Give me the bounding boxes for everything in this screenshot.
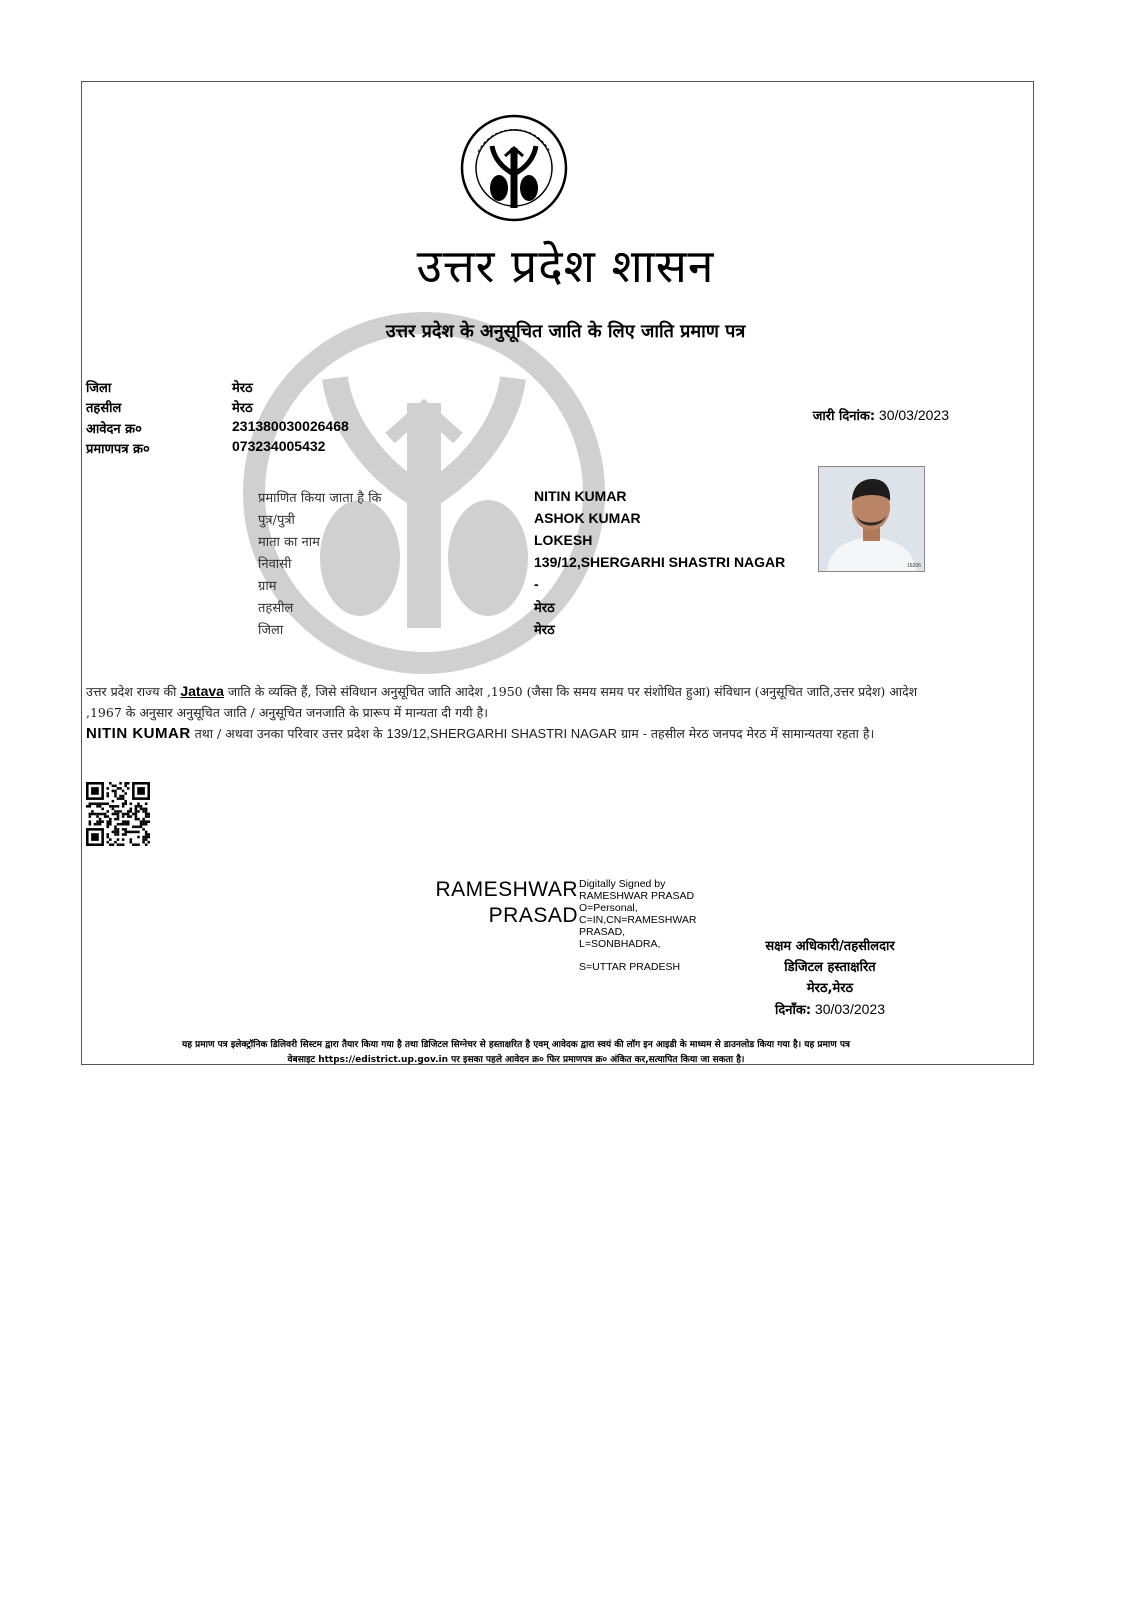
caste-name: Jatava	[180, 683, 224, 699]
tehsil-label: तहसील	[86, 401, 122, 416]
signatory-name-line1: RAMESHWAR	[435, 878, 578, 901]
body-intro: उत्तर प्रदेश राज्य की	[86, 684, 181, 699]
authority-date	[740, 999, 920, 1021]
issuing-authority	[740, 936, 920, 1021]
body-family: तथा / अथवा उनका परिवार उत्तर प्रदेश के	[190, 726, 387, 741]
authority-date-value: 30/03/2023	[814, 1001, 885, 1017]
verification-footer	[96, 1038, 936, 1068]
signatory-name	[420, 877, 578, 929]
person-photo-icon	[819, 467, 924, 571]
issue-date-value: 30/03/2023	[878, 407, 949, 423]
application-number: 231380030026468	[232, 418, 349, 434]
certificate-title: उत्तर प्रदेश के अनुसूचित जाति के लिए जाति प्रमाण पत्र	[385, 321, 746, 342]
issue-date	[813, 406, 949, 424]
digital-signature-details	[579, 878, 729, 973]
application-label: आवेदन क्र०	[86, 422, 142, 437]
detail-label: पुत्र/पुत्री	[258, 513, 295, 528]
certificate-number: 073234005432	[232, 438, 326, 454]
detail-value-village: -	[534, 576, 539, 592]
body-clause: जाति के व्यक्ति हैं, जिसे संविधान अनुसूचित जाति आदेश ,1950 (जैसा कि समय समय पर संशोधित हुआ) संविधान (अनुसूचित जाति,उत्तर प्रदेश) आदेश ,1967 के अनुसार अनुसूचित जाति / अनुसूचित जनजाति के प्रारूप में मान्यता दी गयी है।	[86, 684, 918, 720]
detail-label: तहसील	[258, 601, 294, 616]
body-residence: ग्राम - तहसील मेरठ जनपद मेरठ में सामान्यतया रहता है।	[617, 726, 875, 741]
signatory-name-line2: PRASAD	[488, 904, 578, 927]
authority-signed: डिजिटल हस्ताक्षरित	[784, 960, 876, 975]
signature-meta-line: PRASAD,	[579, 926, 626, 938]
detail-label: माता का नाम	[258, 535, 320, 550]
district-value: मेरठ	[232, 381, 253, 396]
photo-stamp: 16206	[907, 563, 921, 569]
detail-label: ग्राम	[258, 579, 277, 594]
detail-label: निवासी	[258, 557, 292, 572]
certificate-body	[86, 681, 926, 744]
applicant-photo	[818, 466, 925, 572]
footer-line2: वेबसाइट https://edistrict.up.gov.in पर इसका पहले आवेदन क्र० फिर प्रमाणपत्र क्र० अंकित कर,सत्यापित किया जा सकता है।	[287, 1055, 745, 1065]
signature-meta-line: RAMESHWAR PRASAD	[579, 890, 695, 902]
body-address: 139/12,SHERGARHI SHASTRI NAGAR	[386, 726, 617, 741]
detail-value-residence: 139/12,SHERGARHI SHASTRI NAGAR	[534, 554, 786, 570]
detail-value-tehsil: मेरठ	[534, 601, 555, 616]
government-title: उत्तर प्रदेश शासन	[416, 239, 715, 293]
detail-value-district: मेरठ	[534, 623, 555, 638]
footer-line1: यह प्रमाण पत्र इलेक्ट्रॉनिक डिलिवरी सिस्टम द्वारा तैयार किया गया है तथा डिजिटल सिग्नेचर से हस्ताक्षरित है एवम् आवेदक द्वारा स्वयं की लॉग इन आइडी के माध्यम से डाउनलोड किया गया है। यह प्रमाण पत्र	[182, 1040, 850, 1050]
signature-meta-line: C=IN,CN=RAMESHWAR	[579, 914, 697, 926]
detail-value-name: NITIN KUMAR	[534, 488, 627, 504]
district-label: जिला	[86, 381, 112, 396]
authority-date-label: दिनाँक:	[774, 1003, 812, 1018]
detail-label: जिला	[258, 623, 284, 638]
issue-date-label: जारी दिनांक:	[812, 409, 876, 424]
qr-code-icon	[86, 782, 150, 846]
authority-place: मेरठ,मेरठ	[806, 981, 854, 996]
signature-state: S=UTTAR PRADESH	[579, 961, 681, 973]
tehsil-value: मेरठ	[232, 401, 253, 416]
up-seal-icon	[458, 112, 570, 224]
detail-value-father: ASHOK KUMAR	[534, 510, 641, 526]
detail-value-mother: LOKESH	[534, 532, 593, 548]
signature-meta-line: O=Personal,	[579, 902, 638, 914]
detail-label: प्रमाणित किया जाता है कि	[258, 491, 382, 506]
signature-meta-line: L=SONBHADRA,	[579, 938, 661, 950]
certificate-number-label: प्रमाणपत्र क्र०	[86, 442, 150, 457]
authority-title: सक्षम अधिकारी/तहसीलदार	[765, 939, 895, 954]
signature-meta-line: Digitally Signed by	[579, 878, 666, 890]
body-person-name: NITIN KUMAR	[86, 725, 191, 742]
